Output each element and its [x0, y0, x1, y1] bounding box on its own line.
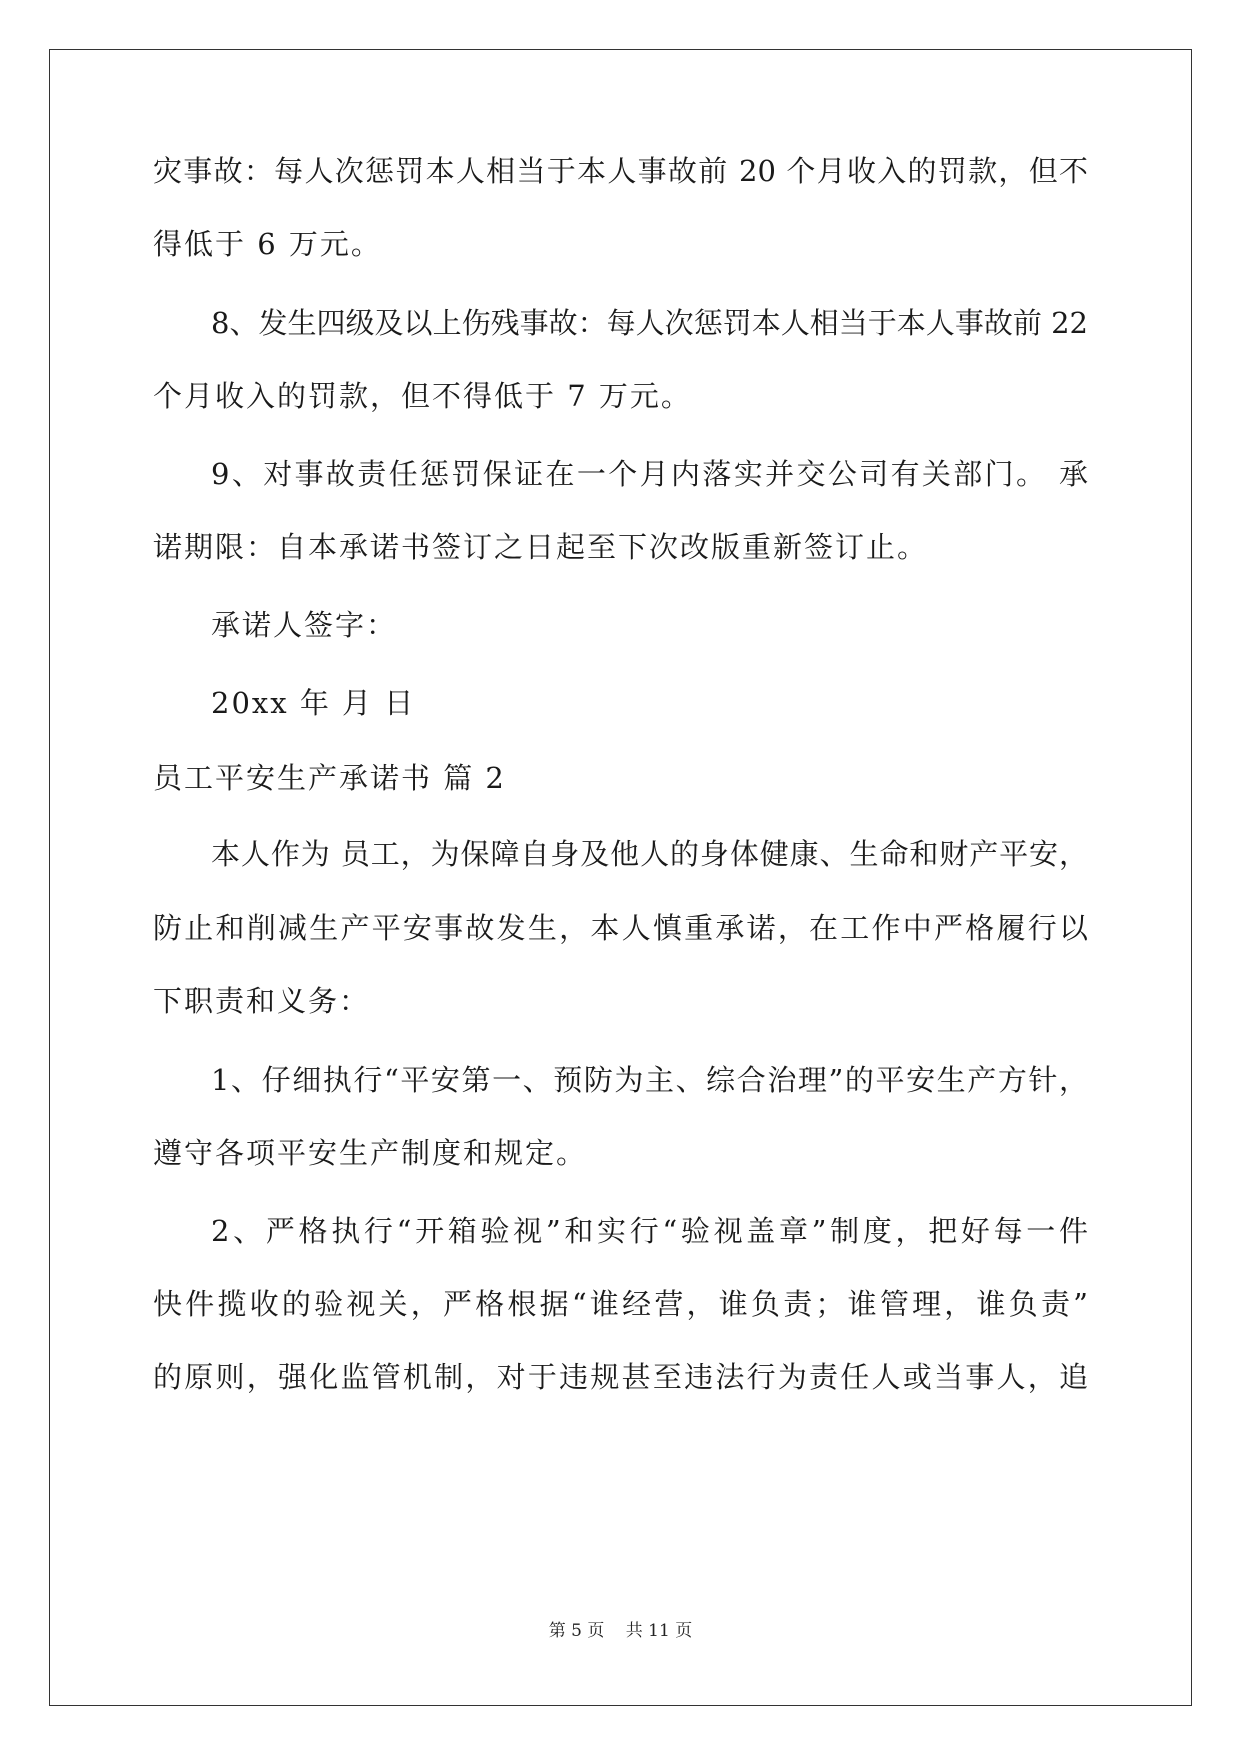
section-heading: 员工平安生产承诺书 篇 2	[153, 761, 506, 795]
page-border	[49, 49, 1192, 1706]
body-line: 个月收入的罚款，但不得低于 7 万元。	[153, 379, 692, 413]
signature-label: 承诺人签字：	[211, 608, 398, 642]
page-total: 共 11 页	[625, 1621, 693, 1641]
body-line: 8、发生四级及以上伤残事故：每人次惩罚本人相当于本人事故前 22	[211, 306, 1088, 340]
body-line: 下职责和义务：	[153, 984, 371, 1018]
body-line: 1、仔细执行“平安第一、预防为主、综合治理”的平安生产方针，	[211, 1063, 1088, 1097]
body-line: 9、对事故责任惩罚保证在一个月内落实并交公司有关部门。 承	[211, 457, 1088, 491]
body-line: 诺期限：自本承诺书签订之日起至下次改版重新签订止。	[153, 530, 929, 564]
body-line: 的原则，强化监管机制，对于违规甚至违法行为责任人或当事人，追	[153, 1360, 1088, 1394]
body-line: 快件揽收的验视关，严格根据“谁经营，谁负责；谁管理，谁负责”	[153, 1287, 1088, 1321]
body-line: 防止和削减生产平安事故发生，本人慎重承诺，在工作中严格履行以	[153, 911, 1088, 945]
page-number: 第 5 页	[548, 1621, 605, 1641]
body-line: 本人作为 员工，为保障自身及他人的身体健康、生命和财产平安，	[211, 837, 1088, 871]
body-line: 得低于 6 万元。	[153, 227, 382, 261]
page-footer	[0, 1620, 1241, 1642]
body-line: 2、严格执行“开箱验视”和实行“验视盖章”制度，把好每一件	[211, 1214, 1088, 1248]
body-line: 遵守各项平安生产制度和规定。	[153, 1136, 588, 1170]
body-line: 灾事故：每人次惩罚本人相当于本人事故前 20 个月收入的罚款，但不	[153, 154, 1088, 188]
date-line: 20xx 年 月 日	[211, 686, 416, 720]
